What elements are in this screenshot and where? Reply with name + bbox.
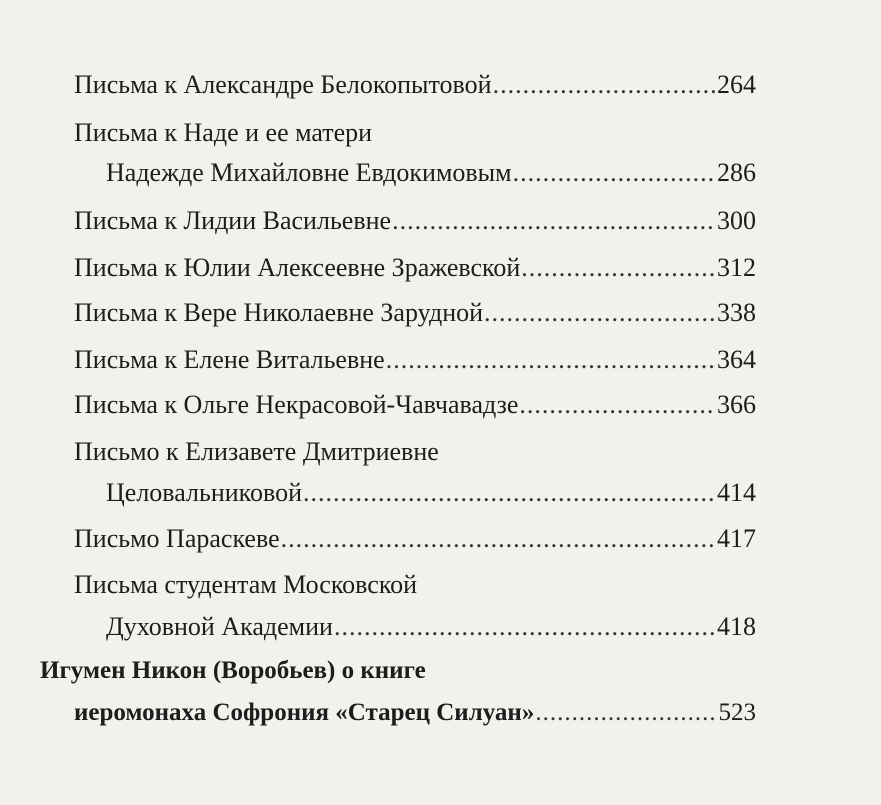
toc-entry-title-cont: иеромонаха Софрония «Старец Силуан» <box>74 699 535 726</box>
toc-page-number: 523 <box>718 699 756 726</box>
leader-dots <box>334 612 716 642</box>
toc-entry <box>74 345 756 375</box>
leader-dots <box>392 206 716 236</box>
toc-page-number: 418 <box>717 612 756 641</box>
toc-page-number: 264 <box>717 70 756 99</box>
leader-dots <box>535 698 717 728</box>
toc-page-number: 338 <box>717 298 756 327</box>
toc-page-number: 286 <box>717 158 756 187</box>
toc-entry-title: Игумен Никон (Воробьев) о книге <box>40 657 426 684</box>
toc-entry <box>74 70 756 100</box>
toc-entry-title: Письма к Юлии Алексеевне Зражевской <box>74 253 521 282</box>
leader-dots <box>521 253 716 283</box>
leader-dots <box>484 298 716 328</box>
toc-entry-bold <box>40 656 756 728</box>
toc-entry-title: Письма студентам Московской <box>74 570 418 599</box>
toc-entry <box>74 524 756 554</box>
toc-entry-title-cont: Духовной Академии <box>106 612 333 641</box>
leader-dots <box>493 70 716 100</box>
toc-entry <box>74 118 756 188</box>
toc-page-number: 364 <box>717 345 756 374</box>
toc-entry-title-cont: Целовальниковой <box>106 478 302 507</box>
toc-page-number: 417 <box>717 524 756 553</box>
toc-entry <box>74 206 756 236</box>
toc-entry-title: Письма к Лидии Васильевне <box>74 206 392 235</box>
toc-page-number: 366 <box>717 390 756 419</box>
leader-dots <box>386 345 716 375</box>
toc-entry-title: Письмо к Елизавете Дмитриевне <box>74 437 439 466</box>
toc-entry-title: Письмо Параскеве <box>74 524 280 553</box>
toc-page-number: 300 <box>717 206 756 235</box>
leader-dots <box>281 524 716 554</box>
toc-page-number: 414 <box>717 478 756 507</box>
toc-entry-title: Письма к Александре Белокопытовой <box>74 70 492 99</box>
toc-entry <box>74 298 756 328</box>
leader-dots <box>513 158 716 188</box>
toc-entry <box>74 390 756 420</box>
toc-page-number: 312 <box>717 253 756 282</box>
toc-entry <box>74 253 756 283</box>
leader-dots <box>303 478 716 508</box>
toc-entry <box>74 570 756 642</box>
toc-entry-title: Письма к Вере Николаевне Зарудной <box>74 298 484 327</box>
toc-entry-title: Письма к Елене Витальевне <box>74 345 385 374</box>
toc-entry <box>74 437 756 508</box>
toc-entry-title: Письма к Ольге Некрасовой-Чавчавадзе <box>74 390 519 419</box>
toc-entry-title-cont: Надежде Михайловне Евдокимовым <box>106 158 512 187</box>
toc-entry-title: Письма к Наде и ее матери <box>74 118 373 147</box>
leader-dots <box>519 390 716 420</box>
